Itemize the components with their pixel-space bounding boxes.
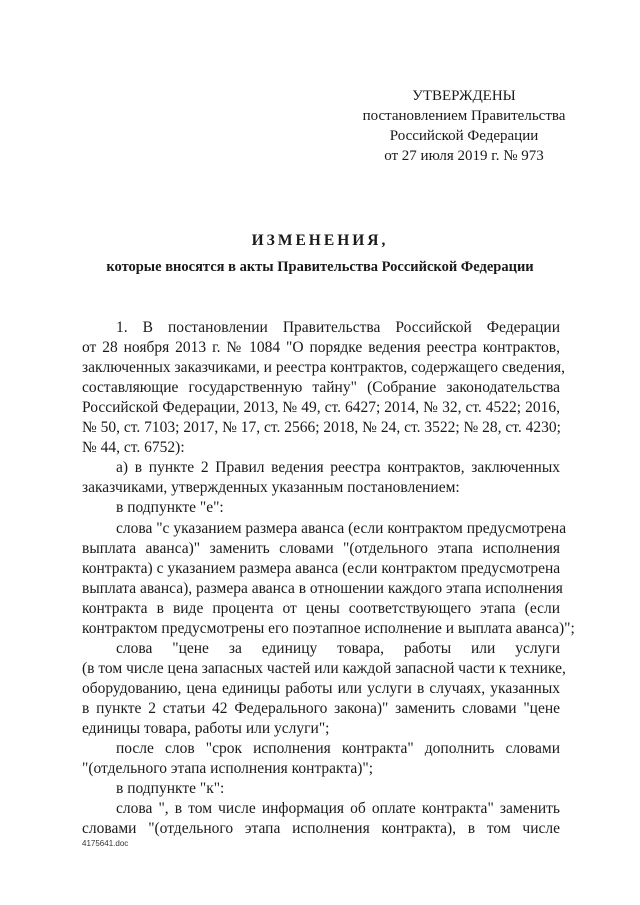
- body-line: оборудованию, цена единицы работы или услуги в случаях, указанных: [82, 680, 560, 697]
- body-line: в подпункте "е":: [116, 499, 224, 516]
- body-line: составляющие государственную тайну" (Собрание законодательства: [82, 379, 560, 396]
- body-line: единицы товара, работы или услуги";: [82, 720, 330, 737]
- body-line: выплата аванса), размера аванса в отношении каждого этапа исполнения: [82, 580, 563, 597]
- approval-line-2: Российской Федерации: [389, 128, 539, 144]
- body-line: а) в пункте 2 Правил ведения реестра контрактов, заключенных: [116, 459, 560, 476]
- body-line: в подпункте "к":: [116, 780, 225, 797]
- approval-heading: УТВЕРЖДЕНЫ: [412, 88, 516, 104]
- body-line: заказчиками, утвержденных указанным постановлением:: [82, 479, 460, 496]
- body-line: слова "цене за единицу товара, работы или услуги: [116, 640, 560, 657]
- body-line: слова "с указанием размера аванса (если контрактом предусмотрена: [116, 520, 567, 537]
- document-subtitle: которые вносятся в акты Правительства Российской Федерации: [106, 259, 534, 275]
- approval-line-3: от 27 июля 2019 г. № 973: [384, 148, 544, 164]
- body-line: контрактом предусмотрены его поэтапное исполнение и выплата аванса)";: [82, 620, 575, 637]
- approval-line-1: постановлением Правительства: [362, 108, 566, 124]
- body-line: заключенных заказчиками, и реестра контрактов, содержащего сведения,: [82, 359, 566, 376]
- body-line: в пункте 2 статьи 42 Федерального закона)" заменить словами "цене: [82, 700, 560, 717]
- body-line: от 28 ноября 2013 г. № 1084 "О порядке ведения реестра контрактов,: [82, 339, 560, 356]
- body-line: Российской Федерации, 2013, № 49, ст. 6427; 2014, № 32, ст. 4522; 2016,: [82, 399, 560, 416]
- body-line: (в том числе цена запасных частей или каждой запасной части к технике,: [82, 660, 566, 677]
- body-line: 1. В постановлении Правительства Российской Федерации: [116, 319, 560, 336]
- body-line: № 50, ст. 7103; 2017, № 17, ст. 2566; 2018, № 24, ст. 3522; № 28, ст. 4230;: [82, 419, 561, 436]
- body-line: контракта) с указанием размера аванса (если контрактом предусмотрена: [82, 560, 561, 577]
- body-line: "(отдельного этапа исполнения контракта)";: [82, 760, 374, 777]
- body-line: контракта в виде процента от цены соответствующего этапа (если: [82, 600, 560, 617]
- body-line: словами "(отдельного этапа исполнения контракта), в том числе: [82, 820, 560, 837]
- body-line: выплата аванса)" заменить словами "(отдельного этапа исполнения: [82, 540, 560, 557]
- body-line: после слов "срок исполнения контракта" дополнить словами: [116, 740, 560, 757]
- document-title: ИЗМЕНЕНИЯ,: [251, 232, 389, 249]
- body-line: слова ", в том числе информация об оплате контракта" заменить: [116, 800, 560, 817]
- document-footer: 4175641.doc: [82, 839, 129, 848]
- body-line: № 44, ст. 6752):: [82, 439, 185, 456]
